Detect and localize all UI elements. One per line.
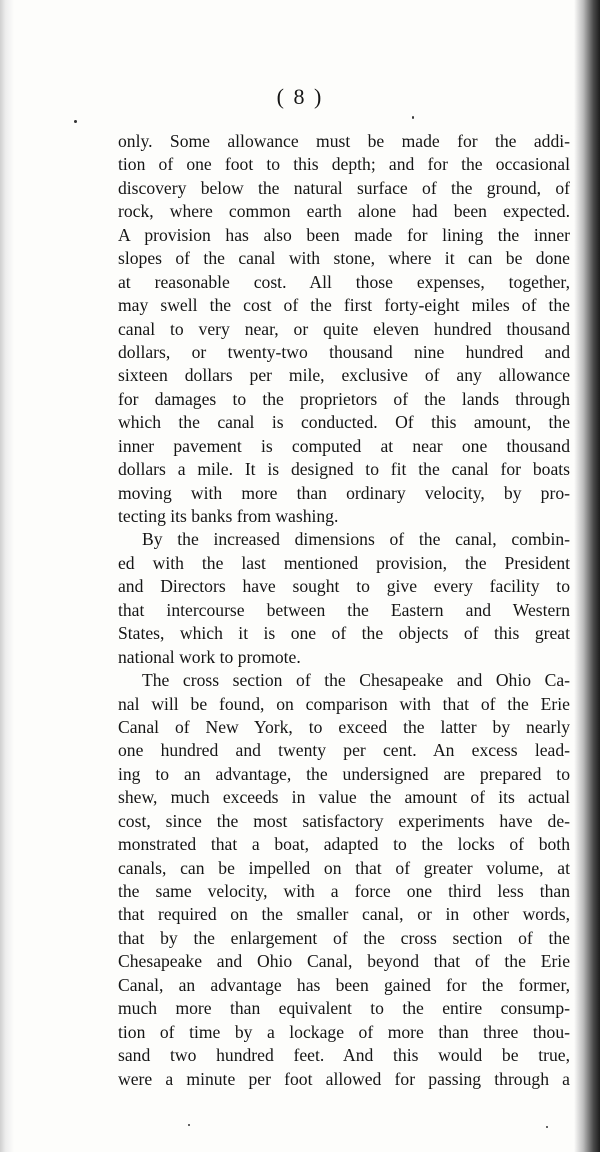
text-line: sixteen dollars per mile, exclusive of any allowance bbox=[118, 365, 570, 386]
text-line: the same velocity, with a force one third less than bbox=[118, 881, 570, 901]
text-line: monstrated that a boat, adapted to the locks of both bbox=[118, 834, 570, 855]
ink-speck bbox=[74, 120, 77, 123]
text-line: ed with the last mentioned provision, the President bbox=[118, 552, 570, 573]
text-line: canals, can be impelled on that of greater volume, at bbox=[118, 857, 570, 878]
text-line: only. Some allowance must be made for the addi- bbox=[118, 131, 570, 151]
text-line: Chesapeake and Ohio Canal, beyond that of the Erie bbox=[118, 951, 570, 972]
ink-speck bbox=[412, 116, 414, 119]
text-line: much more than equivalent to the entire consump- bbox=[118, 998, 570, 1019]
text-line: that by the enlargement of the cross section of the bbox=[118, 927, 570, 948]
page-number: ( 8 ) bbox=[276, 84, 324, 109]
page-right-edge-binding bbox=[574, 0, 600, 1152]
text-line: cost, since the most satisfactory experiments have de- bbox=[118, 810, 570, 831]
text-line: The cross section of the Chesapeake and Ohio Ca- bbox=[142, 670, 570, 691]
text-line: that intercourse between the Eastern and Western bbox=[118, 599, 570, 620]
text-line: dollars, or twenty-two thousand nine hundred and bbox=[118, 341, 570, 362]
text-line: and Directors have sought to give every facility to bbox=[118, 576, 570, 597]
text-line: canal to very near, or quite eleven hundred thousand bbox=[118, 318, 570, 339]
body-text bbox=[118, 130, 570, 1091]
text-line: slopes of the canal with stone, where it can be done bbox=[118, 248, 570, 269]
text-line: By the increased dimensions of the canal, combin- bbox=[142, 529, 570, 550]
text-line: States, which it is one of the objects of this great bbox=[118, 623, 570, 644]
text-line: Canal, an advantage has been gained for the former, bbox=[118, 974, 570, 995]
text-line: national work to promote. bbox=[118, 646, 301, 667]
text-line: at reasonable cost. All those expenses, together, bbox=[118, 271, 570, 292]
text-line: moving with more than ordinary velocity, by pro- bbox=[118, 482, 570, 503]
text-line: discovery below the natural surface of the ground, of bbox=[118, 177, 570, 198]
text-line: shew, much exceeds in value the amount of its actual bbox=[118, 787, 570, 808]
text-line: rock, where common earth alone had been expected. bbox=[118, 201, 570, 222]
text-line: one hundred and twenty per cent. An excess lead- bbox=[118, 740, 570, 761]
text-line: Canal of New York, to exceed the latter by nearly bbox=[118, 716, 570, 737]
text-line: tion of time by a lockage of more than three thou- bbox=[118, 1021, 570, 1042]
page-left-edge-shadow bbox=[0, 0, 14, 1152]
ink-speck bbox=[546, 1126, 548, 1128]
text-line: dollars a mile. It is designed to fit the canal for boats bbox=[118, 459, 570, 480]
text-line: tion of one foot to this depth; and for the occasional bbox=[118, 154, 570, 175]
text-line: that required on the smaller canal, or in other words, bbox=[118, 904, 570, 925]
ink-speck bbox=[188, 1124, 190, 1126]
text-line: which the canal is conducted. Of this amount, the bbox=[118, 412, 570, 433]
text-line: were a minute per foot allowed for passing through a bbox=[118, 1068, 570, 1089]
text-line: may swell the cost of the first forty-eight miles of the bbox=[118, 295, 570, 316]
text-line: tecting its banks from washing. bbox=[118, 506, 339, 526]
text-line: sand two hundred feet. And this would be true, bbox=[118, 1045, 570, 1066]
text-line: nal will be found, on comparison with that of the Erie bbox=[118, 693, 570, 714]
text-line: ing to an advantage, the undersigned are prepared to bbox=[118, 763, 570, 784]
text-line: A provision has also been made for lining the inner bbox=[118, 224, 570, 245]
text-line: for damages to the proprietors of the lands through bbox=[118, 388, 570, 409]
text-line: inner pavement is computed at near one thousand bbox=[118, 435, 570, 456]
